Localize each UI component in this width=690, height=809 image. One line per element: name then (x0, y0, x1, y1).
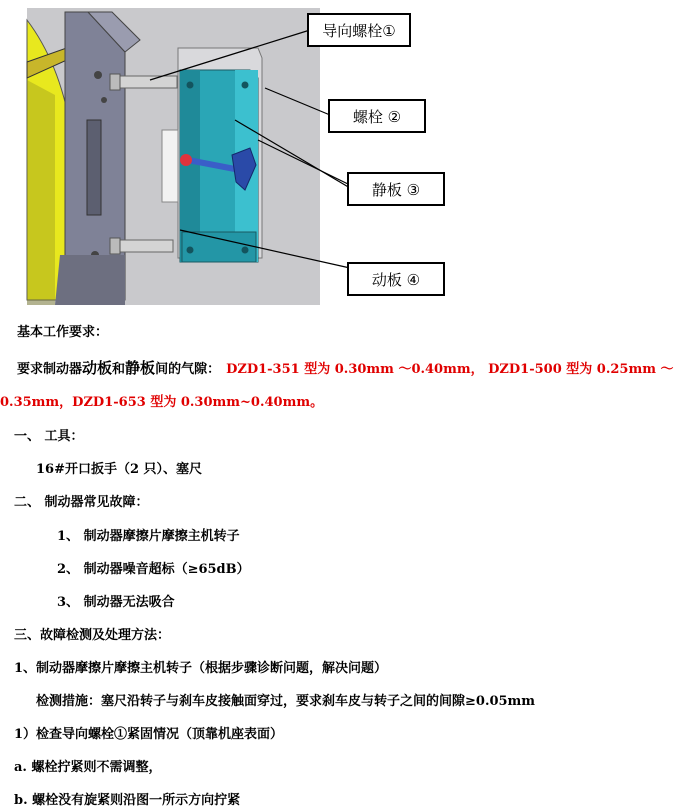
section-tools: 一、 工具： (14, 429, 84, 444)
fault-item-3: 3、 制动器无法吸合 (57, 595, 175, 610)
gap-spec-2: 0.35mm，DZD1-653 型为 0.30mm~0.40mm。 (0, 395, 324, 410)
fault-item-2: 2、 制动器噪音超标（≥65dB） (57, 562, 250, 577)
callout-bolt: 螺栓 ② (328, 99, 426, 133)
gap-spec-1: DZD1-351 型为 0.30mm ～0.40mm， DZD1-500 型为 0.25mm ～ (226, 362, 674, 377)
requirements-heading: 基本工作要求： (17, 325, 109, 340)
step-b: b. 螺栓没有旋紧则沿图一所示方向拧紧 (14, 793, 241, 808)
step-a: a. 螺栓拧紧则不需调整， (14, 760, 162, 775)
section-faults: 二、 制动器常见故障： (14, 495, 149, 510)
detection-method: 检测措施：塞尺沿转子与刹车皮接触面穿过，要求刹车皮与转子之间的间隙≥0.05mm (36, 694, 536, 709)
requirements-line-1: 要求制动器动板和静板间的气隙： DZD1-351 型为 0.30mm ～0.40mm， DZD1-500 型为 0.25mm ～ (17, 359, 674, 377)
fault-item-1: 1、 制动器摩擦片摩擦主机转子 (57, 529, 240, 544)
diagnosis-item-1: 1、制动器摩擦片摩擦主机转子（根据步骤诊断问题，解决问题） (14, 661, 388, 676)
callout-moving-plate: 动板 ④ (347, 262, 445, 296)
brake-diagram (0, 0, 690, 305)
tools-list: 16#开口扳手（2 只）、塞尺 (36, 462, 203, 477)
step-1: 1）检查导向螺栓①紧固情况（顶靠机座表面） (14, 727, 284, 742)
section-diagnosis: 三、故障检测及处理方法： (14, 628, 171, 643)
callout-guide-bolt: 导向螺栓① (307, 13, 411, 47)
callout-static-plate: 静板 ③ (347, 172, 445, 206)
